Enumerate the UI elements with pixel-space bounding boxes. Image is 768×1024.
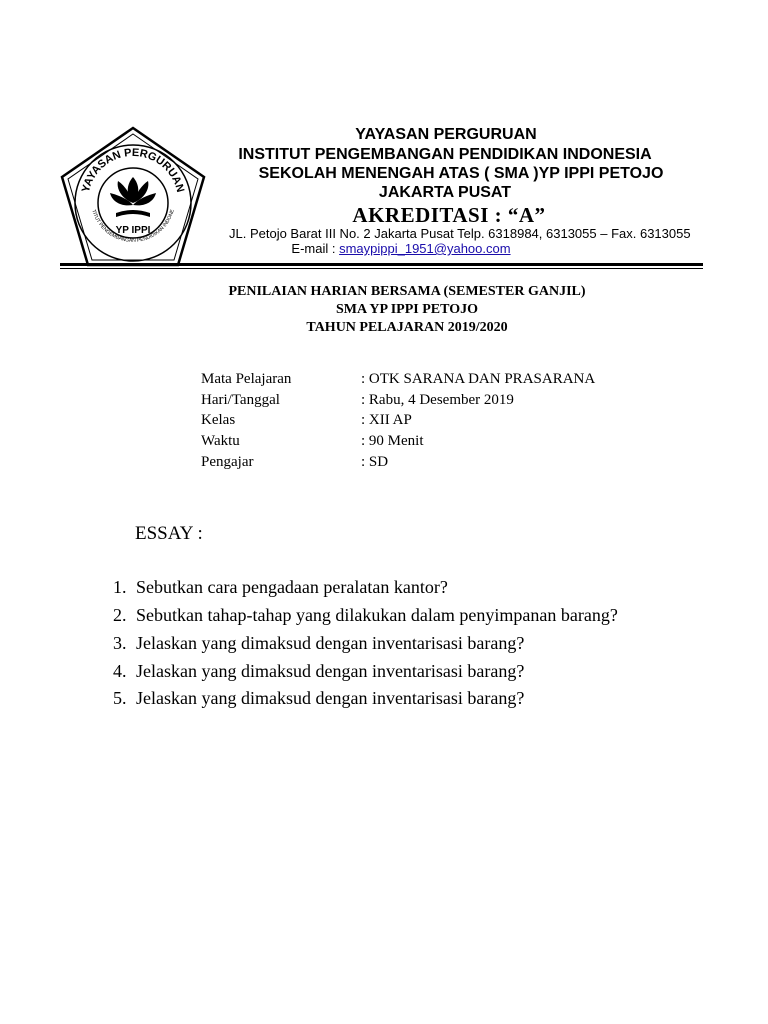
info-value-date: : Rabu, 4 Desember 2019 — [361, 392, 514, 408]
question-text: Jelaskan yang dimaksud dengan inventarisasi barang? — [136, 688, 525, 708]
email-label: E-mail : — [291, 241, 340, 256]
header-divider-thin — [60, 268, 703, 269]
logo-inner-text: YP IPPI — [115, 225, 151, 236]
question-number: 3. — [113, 633, 127, 653]
info-value-time: : 90 Menit — [361, 433, 424, 449]
question-number: 5. — [113, 688, 127, 708]
exam-title: PENILAIAN HARIAN BERSAMA (SEMESTER GANJIL) — [228, 284, 586, 299]
exam-school: SMA YP IPPI PETOJO — [336, 302, 478, 317]
institute-name: INSTITUT PENGEMBANGAN PENDIDIKAN INDONESIA — [238, 146, 652, 163]
info-label-teacher: Pengajar — [201, 454, 254, 470]
school-name: SEKOLAH MENENGAH ATAS ( SMA )YP IPPI PETOJO — [258, 165, 664, 182]
question-number: 1. — [113, 577, 127, 597]
school-address: JL. Petojo Barat III No. 2 Jakarta Pusat Telp. 6318984, 6313055 – Fax. 6313055 — [229, 226, 691, 241]
question-number: 2. — [113, 605, 127, 625]
info-label-date: Hari/Tanggal — [201, 392, 280, 408]
info-value-class: : XII AP — [361, 412, 412, 428]
info-value-subject: : OTK SARANA DAN PRASARANA — [361, 371, 596, 387]
essay-heading: ESSAY : — [135, 523, 203, 544]
question-text: Sebutkan tahap-tahap yang dilakukan dalam penyimpanan barang? — [136, 605, 618, 625]
info-value-teacher: : SD — [361, 454, 389, 470]
email-link[interactable]: smaypippi_1951@yahoo.com — [339, 241, 511, 256]
question-text: Jelaskan yang dimaksud dengan inventarisasi barang? — [136, 661, 525, 681]
question-number: 4. — [113, 661, 127, 681]
info-label-time: Waktu — [201, 433, 240, 449]
foundation-name: YAYASAN PERGURUAN — [355, 126, 537, 143]
email-line — [0, 241, 768, 256]
school-city: JAKARTA PUSAT — [378, 184, 512, 201]
info-label-class: Kelas — [201, 412, 236, 428]
logo-bottom-text: TITUT PENGEMBANGAN PENDIDIKAN INDONE — [90, 208, 176, 244]
header-divider-thick — [60, 263, 703, 266]
question-text: Jelaskan yang dimaksud dengan inventarisasi barang? — [136, 633, 525, 653]
question-text: Sebutkan cara pengadaan peralatan kantor? — [136, 577, 448, 597]
logo-ring-text: YAYASAN PERGURUAN — [79, 146, 187, 194]
info-label-subject: Mata Pelajaran — [201, 371, 292, 387]
exam-year: TAHUN PELAJARAN 2019/2020 — [306, 320, 508, 335]
accreditation: AKREDITASI : “A” — [352, 203, 546, 227]
